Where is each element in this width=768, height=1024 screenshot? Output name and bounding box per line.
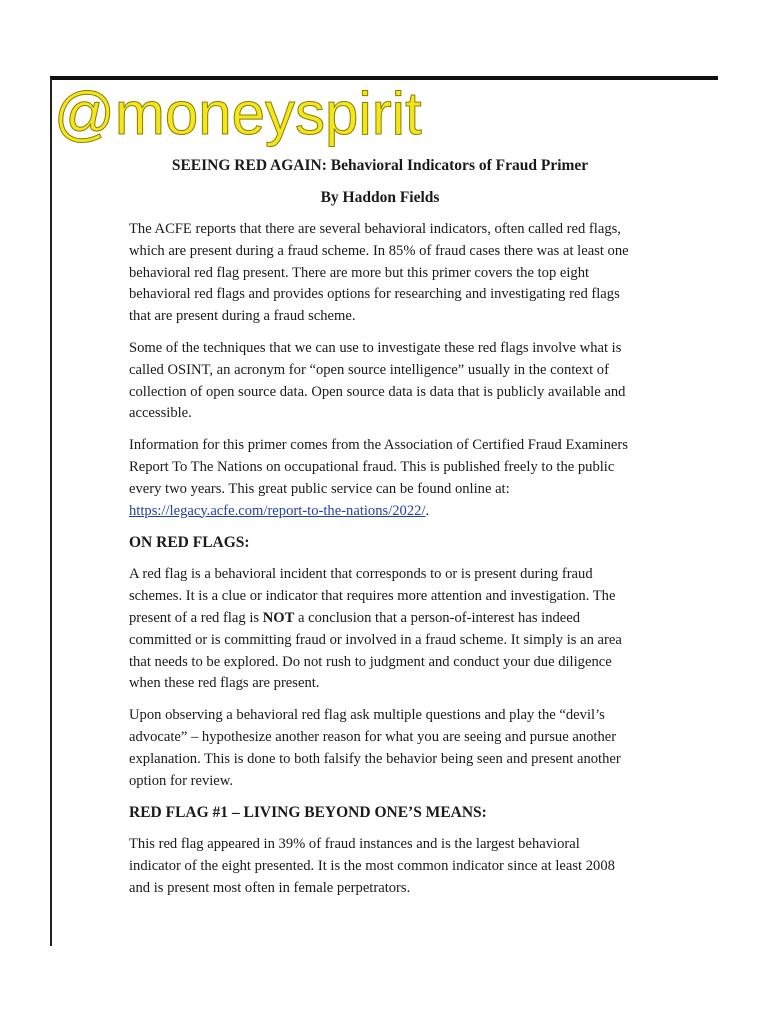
- paragraph-source: [129, 435, 631, 522]
- paragraph-red-flag-definition: [129, 564, 631, 695]
- section-heading-red-flag-1: RED FLAG #1 – LIVING BEYOND ONE’S MEANS:: [129, 804, 487, 822]
- paragraph-devils-advocate: Upon observing a behavioral red flag ask multiple questions and play the “devil’s advocate” – hypothesize another reason for what you are seeing and pursue another explanation. This is done to both falsify the behavior being seen and present another option for review.: [129, 707, 621, 789]
- document-title: SEEING RED AGAIN: Behavioral Indicators of Fraud Primer: [171, 157, 589, 174]
- document-body: [129, 155, 631, 910]
- left-margin-rule: [50, 78, 52, 946]
- paragraph-red-flag-1: This red flag appeared in 39% of fraud instances and is the largest behavioral indicator of the eight presented. It is the most common indicator since at least 2008 and is present most often in female perpetrators.: [129, 836, 615, 896]
- paragraph-source-text: Information for this primer comes from the Association of Certified Fraud Examiners Report To The Nations on occupational fraud. This is published freely to the public every two years. This great public service can be found online at:: [129, 437, 628, 497]
- paragraph-osint: Some of the techniques that we can use to investigate these red flags involve what is called OSINT, an acronym for “open source intelligence” usually in the context of collection of open source data. Open source data is data that is publicly available and accessible.: [129, 339, 626, 422]
- paragraph-source-end: .: [425, 502, 430, 519]
- section-heading-on-red-flags: ON RED FLAGS:: [129, 534, 250, 552]
- paragraph-intro: The ACFE reports that there are several behavioral indicators, often called red flags, which are present during a fraud scheme. In 85% of fraud cases there was at least one behavioral red flag present. There are more but this primer covers the top eight behavioral red flags and provides options for researching and investigating red flags that are present during a fraud scheme.: [129, 221, 629, 325]
- paragraph-red-flag-definition-a: A red flag is a behavioral incident that corresponds to or is present during fraud schemes. It is a clue or indicator that requires more attention and investigation. The present of a red flag is: [129, 566, 616, 626]
- report-link[interactable]: https://legacy.acfe.com/report-to-the-nations/2022/: [129, 502, 426, 519]
- document-byline: By Haddon Fields: [320, 189, 440, 206]
- emphasis-not: NOT: [262, 609, 295, 626]
- paragraph-red-flag-definition-b: a conclusion that a person-of-interest has indeed committed or is committing fraud or involved in a fraud scheme. It simply is an area that needs to be explored. Do not rush to judgment and conduct your due diligence when these red flags are present.: [129, 609, 622, 692]
- watermark-handle: @moneyspirit: [54, 80, 422, 147]
